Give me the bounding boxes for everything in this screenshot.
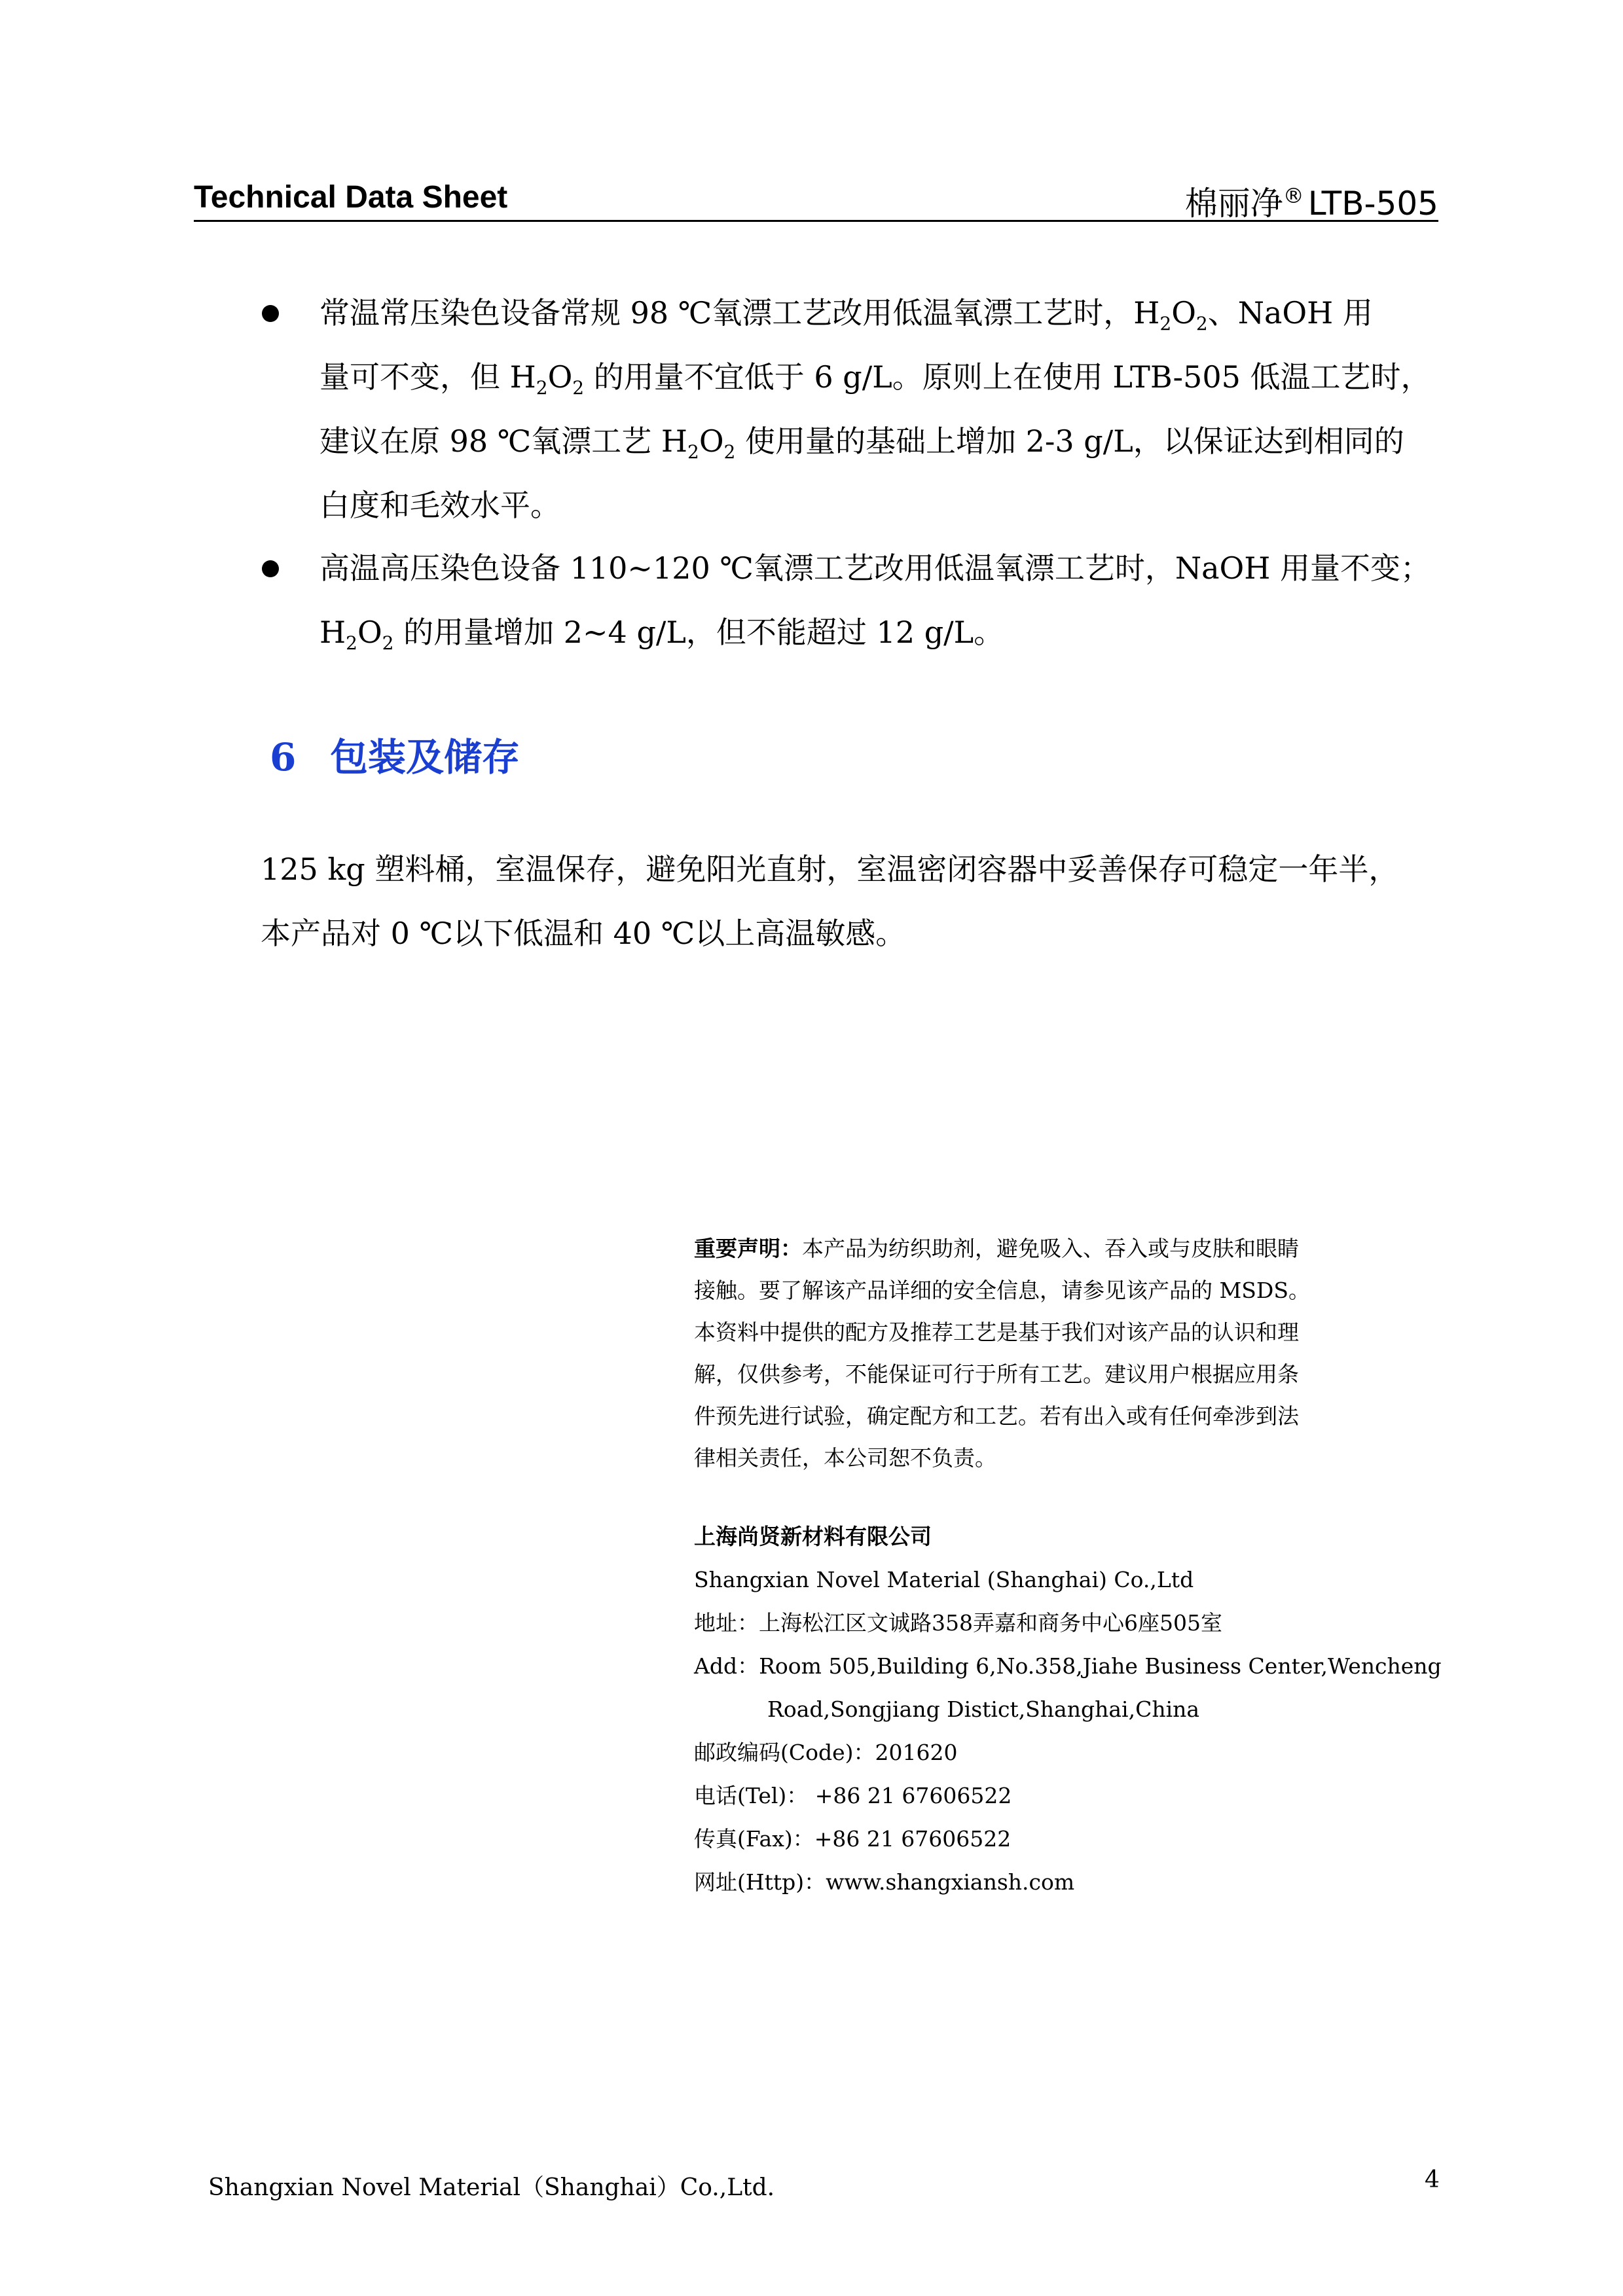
- notice-line: 接触。要了解该产品详细的安全信息，请参见该产品的 MSDS。: [694, 1278, 1310, 1303]
- notice-label: 重要声明：: [694, 1236, 802, 1261]
- paragraph-line: $H_2O_2$ 的用量增加 2~4 g/L，但不能超过 12 g/L。: [319, 615, 1004, 654]
- page-number: 4: [1425, 2166, 1440, 2193]
- company-name-en: Shangxian Novel Material (Shanghai) Co.,Ltd: [694, 1567, 1194, 1592]
- company-postcode: 邮政编码(Code)：201620: [694, 1740, 958, 1765]
- header-divider: [194, 220, 1438, 222]
- storage-paragraph-line: 本产品对 0 ℃以下低温和 40 ℃以上高温敏感。: [261, 916, 906, 951]
- company-address-en-cont: Road,Songjiang Distict,Shanghai,China: [767, 1696, 1200, 1722]
- registered-mark: ®: [1283, 183, 1304, 208]
- section-title-text: 包装及储存: [330, 735, 520, 780]
- section-heading: [270, 733, 520, 781]
- footer-company: Shangxian Novel Material（Shanghai）Co.,Ltd.: [208, 2174, 775, 2201]
- paragraph-line: 白度和毛效水平。: [319, 488, 560, 523]
- company-fax: 传真(Fax)：+86 21 67606522: [694, 1826, 1012, 1852]
- paragraph-line: 量可不变，但 $H_2O_2$ 的用量不宜低于 6 g/L。原则上在使用 LTB-505 低温工艺时，: [319, 359, 1431, 399]
- notice-line: 件预先进行试验，确定配方和工艺。若有出入或有任何牵涉到法: [694, 1403, 1299, 1429]
- paragraph-line: 常温常压染色设备常规 98 ℃氧漂工艺改用低温氧漂工艺时，$H_2O_2$、NaOH 用: [319, 295, 1373, 334]
- bullet-dot-icon: [262, 560, 279, 577]
- notice-line: 本资料中提供的配方及推荐工艺是基于我们对该产品的认识和理: [694, 1319, 1299, 1345]
- product-name: 棉丽净: [1184, 185, 1283, 223]
- paragraph-line: 建议在原 98 ℃氧漂工艺 $H_2O_2$ 使用量的基础上增加 2-3 g/L，以保证达到相同的: [319, 423, 1404, 463]
- product-model: LTB-505: [1307, 185, 1438, 223]
- bullet-dot-icon: [262, 305, 279, 322]
- company-website-link[interactable]: 网址(Http)：www.shangxiansh.com: [694, 1869, 1075, 1895]
- company-address-cn: 地址：上海松江区文诚路358弄嘉和商务中心6座505室: [694, 1610, 1222, 1636]
- document-header-title: Technical Data Sheet: [194, 180, 508, 215]
- document-header-product: [1185, 174, 1438, 225]
- company-name-cn: 上海尚贤新材料有限公司: [694, 1524, 932, 1549]
- notice-line: 律相关责任，本公司恕不负责。: [694, 1445, 996, 1471]
- paragraph-line: 高温高压染色设备 110~120 ℃氧漂工艺改用低温氧漂工艺时，NaOH 用量不变；: [319, 550, 1431, 586]
- section-number: 6: [270, 735, 297, 780]
- storage-paragraph-line: 125 kg 塑料桶，室温保存，避免阳光直射，室温密闭容器中妥善保存可稳定一年半，: [261, 852, 1399, 887]
- notice-line: 重要声明：本产品为纺织助剂，避免吸入、吞入或与皮肤和眼睛: [694, 1236, 1299, 1261]
- company-tel: 电话(Tel)： +86 21 67606522: [694, 1783, 1012, 1808]
- company-address-en: Add：Room 505,Building 6,No.358,Jiahe Business Center,Wencheng: [694, 1653, 1442, 1679]
- notice-line: 解，仅供参考，不能保证可行于所有工艺。建议用户根据应用条: [694, 1361, 1299, 1387]
